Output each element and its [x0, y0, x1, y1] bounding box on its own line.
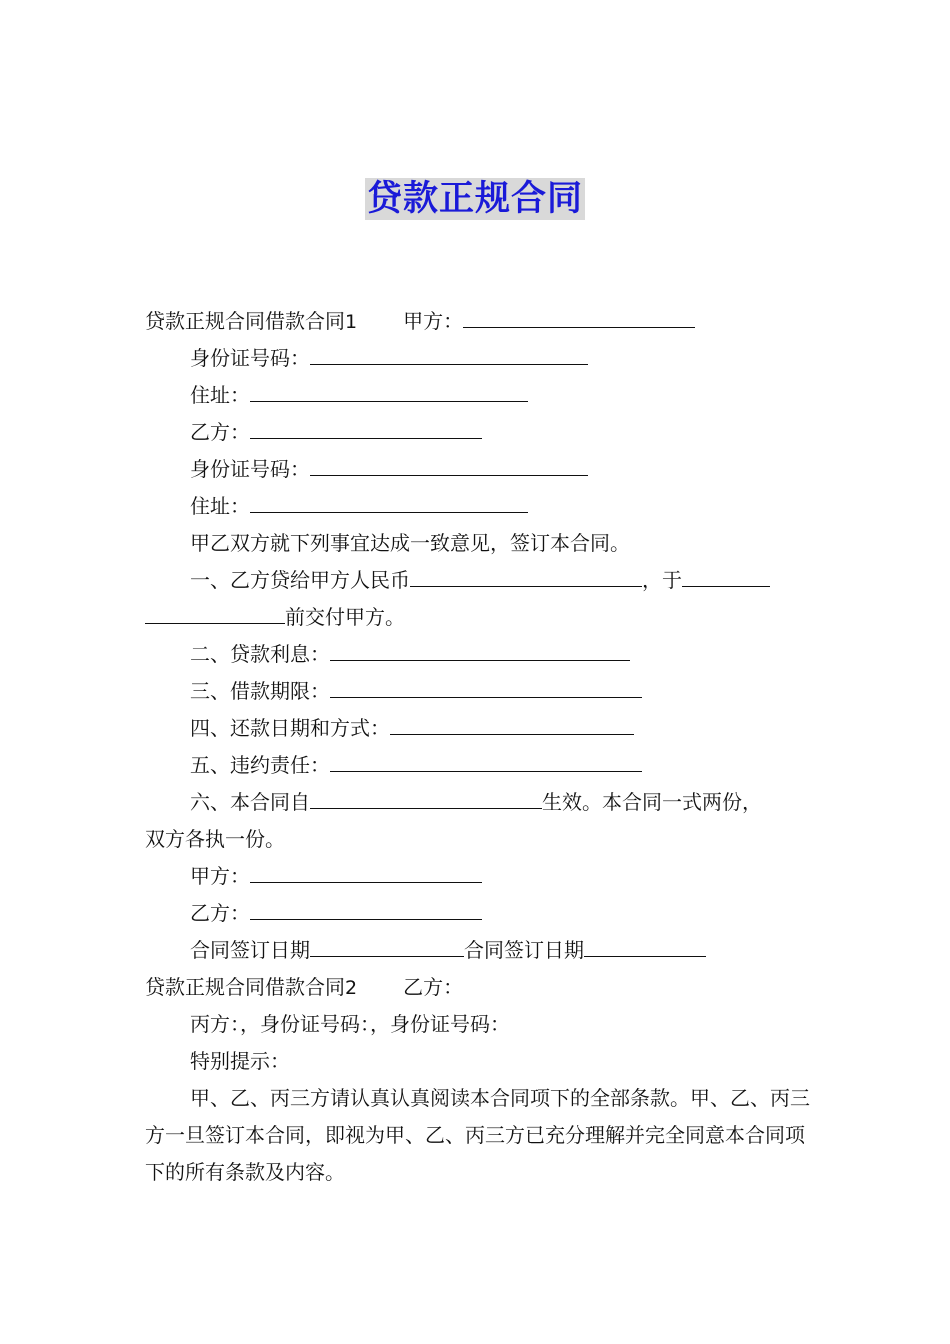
- signature-party-a-blank: [250, 858, 482, 883]
- effective-date-blank: [310, 784, 542, 809]
- clause-1-connector: ，于: [642, 568, 682, 592]
- contract-1-header-line: [145, 303, 810, 340]
- clause-6-line: [145, 784, 810, 821]
- clause-4-label: 四、还款日期和方式：: [190, 716, 390, 740]
- contract-2-header-line: [145, 969, 810, 1006]
- signature-party-b-label: 乙方：: [190, 901, 250, 925]
- agreement-intro: 甲乙双方就下列事宜达成一致意见，签订本合同。: [190, 531, 630, 555]
- party-a-id-blank: [310, 340, 588, 365]
- clause-3-line: [145, 673, 810, 710]
- delivery-date-blank-2: [145, 599, 285, 624]
- contract-body: [145, 303, 810, 1191]
- party-b-address-line: [145, 488, 810, 525]
- clause-1-continuation-line: [145, 599, 810, 636]
- party-a-blank: [463, 303, 695, 328]
- party-a-label: 甲方：: [403, 309, 464, 333]
- clause-6-text: 六、本合同自: [190, 790, 310, 814]
- party-a-address-line: [145, 377, 810, 414]
- sign-date-label-2: 合同签订日期: [464, 938, 584, 962]
- clause-3-label: 三、借款期限：: [190, 679, 330, 703]
- clause-2-line: [145, 636, 810, 673]
- party-a-address-label: 住址：: [190, 383, 250, 407]
- clause-1-text: 一、乙方贷给甲方人民币: [190, 568, 410, 592]
- party-b-id-label: 身份证号码：: [190, 457, 310, 481]
- contract-2-number: 2: [345, 977, 358, 999]
- party-b-id-line: [145, 451, 810, 488]
- signature-party-b-blank: [250, 895, 482, 920]
- party-a-id-label: 身份证号码：: [190, 346, 310, 370]
- party-b-address-label: 住址：: [190, 494, 250, 518]
- liability-blank: [330, 747, 642, 772]
- clause-1-end: 前交付甲方。: [285, 605, 405, 629]
- loan-amount-blank: [410, 562, 642, 587]
- signature-party-b-line: [145, 895, 810, 932]
- sign-date-blank-1: [310, 932, 464, 957]
- party-c-line: [145, 1006, 810, 1043]
- interest-blank: [330, 636, 630, 661]
- clause-2-label: 二、贷款利息：: [190, 642, 330, 666]
- repayment-blank: [390, 710, 634, 735]
- clause-5-line: [145, 747, 810, 784]
- sign-date-line: [145, 932, 810, 969]
- delivery-date-blank-1: [682, 562, 770, 587]
- contract-2-party-b-label: 乙方：: [403, 975, 464, 999]
- special-notice-label: 特别提示：: [190, 1049, 290, 1073]
- sign-date-blank-2: [584, 932, 706, 957]
- sign-date-label-1: 合同签订日期: [190, 938, 310, 962]
- party-a-address-blank: [250, 377, 528, 402]
- clause-1-line: [145, 562, 810, 599]
- party-b-blank: [250, 414, 482, 439]
- clause-6-end: 双方各执一份。: [145, 827, 285, 851]
- party-b-id-blank: [310, 451, 588, 476]
- contract-1-heading: 贷款正规合同借款合同: [145, 309, 345, 333]
- signature-party-a-line: [145, 858, 810, 895]
- document-title: 贷款正规合同: [366, 179, 583, 219]
- signature-party-a-label: 甲方：: [190, 864, 250, 888]
- party-a-id-line: [145, 340, 810, 377]
- contract-2-heading: 贷款正规合同借款合同: [145, 975, 345, 999]
- notice-paragraph: 甲、乙、丙三方请认真认真阅读本合同项下的全部条款。甲、乙、丙三方一旦签订本合同，即视为甲、乙、丙三方已充分理解并完全同意本合同项下的所有条款及内容。: [145, 1086, 810, 1184]
- party-b-label: 乙方：: [190, 420, 250, 444]
- special-notice-line: [145, 1043, 810, 1080]
- contract-1-number: 1: [345, 311, 358, 333]
- clause-4-line: [145, 710, 810, 747]
- clause-6-text-2: 生效。本合同一式两份，: [542, 790, 762, 814]
- term-blank: [330, 673, 642, 698]
- party-b-line: [145, 414, 810, 451]
- party-b-address-blank: [250, 488, 528, 513]
- agreement-intro-line: [145, 525, 810, 562]
- clause-5-label: 五、违约责任：: [190, 753, 330, 777]
- party-c-text: 丙方：，身份证号码：，身份证号码：: [190, 1012, 510, 1036]
- clause-6-continuation-line: [145, 821, 810, 858]
- title-wrapper: [0, 178, 950, 220]
